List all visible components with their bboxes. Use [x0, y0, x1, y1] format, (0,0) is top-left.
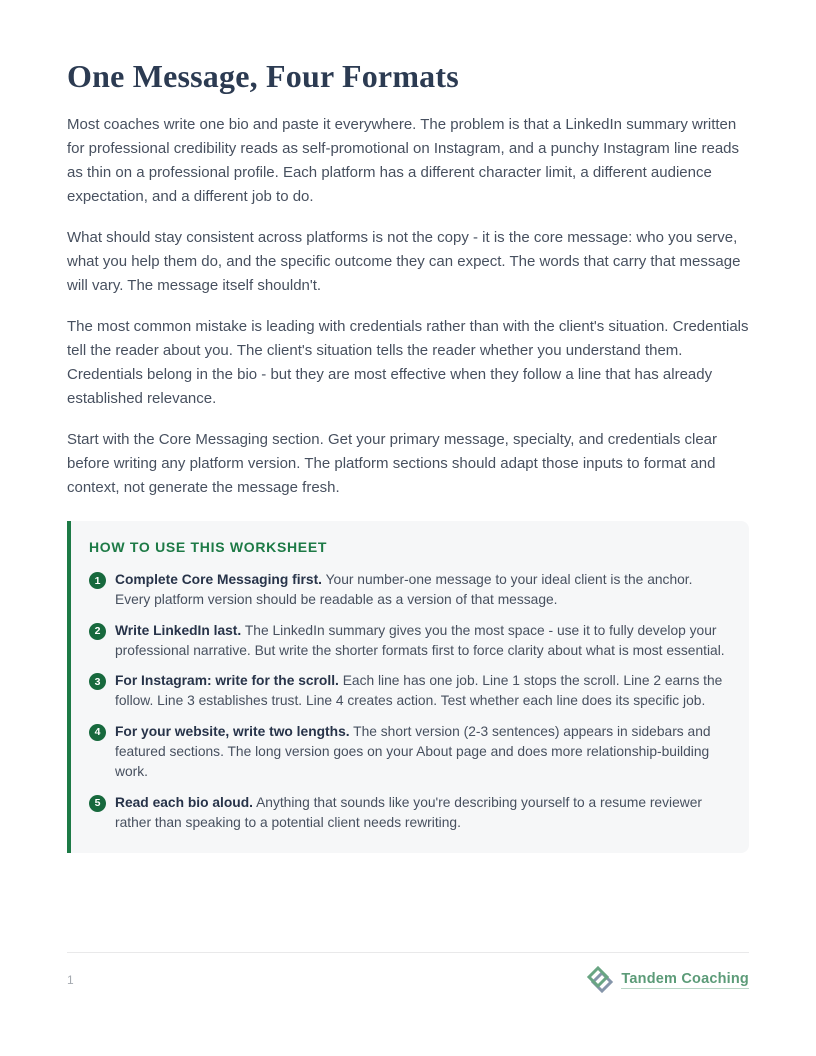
page-number: 1 — [67, 972, 74, 987]
step-lead: Complete Core Messaging first. — [115, 572, 322, 587]
step-number-badge: 4 — [89, 724, 106, 741]
list-item — [89, 793, 725, 834]
brand-name: Tandem Coaching — [621, 970, 749, 987]
page-title: One Message, Four Formats — [67, 58, 459, 94]
list-item — [89, 671, 725, 712]
step-body: Each line has one job. Line 1 stops the scroll. Line 2 earns the follow. Line 3 establishes trust. Line 4 creates action. Test whether each line does its specific job. — [115, 673, 723, 709]
step-lead: For your website, write two lengths. — [115, 723, 350, 739]
tandem-diamonds-icon — [586, 966, 614, 993]
step-body: Anything that sounds like you're describing yourself to a resume reviewer rather than speaking to a potential client needs rewriting. — [115, 794, 702, 830]
step-body: The LinkedIn summary gives you the most space - use it to fully develop your professional narrative. But write the shorter formats first to force clarity about what is most essential. — [115, 622, 725, 658]
callout-heading: HOW TO USE THIS WORKSHEET — [89, 539, 328, 555]
list-item — [89, 570, 725, 611]
intro-paragraph: Most coaches write one bio and paste it everywhere. The problem is that a LinkedIn summary written for professional credibility reads as self-promotional on Instagram, and a punchy Instagram line reads as thin on a professional profile. Each platform has a different character limit, a different audience expectation, and a different job to do. — [67, 116, 740, 205]
step-number-badge: 3 — [89, 673, 106, 690]
mistake-paragraph: The most common mistake is leading with credentials rather than with the client's situation. Credentials tell the reader about you. The client's situation tells the reader whether you understand them. Credentials belong in the bio - but they are most effective when they follow a line that has already established relevance. — [67, 318, 749, 407]
list-item — [89, 621, 725, 662]
step-number-badge: 1 — [89, 572, 106, 589]
page-footer — [67, 952, 749, 993]
step-text — [115, 570, 725, 611]
step-text — [115, 722, 725, 783]
step-body: Your number-one message to your ideal client is the anchor. Every platform version should be readable as a version of that message. — [115, 572, 693, 608]
list-item — [89, 722, 725, 783]
consistency-paragraph: What should stay consistent across platforms is not the copy - it is the core message: who you serve, what you help them do, and the specific outcome they can expect. The words that carry that message will vary. The message itself shouldn't. — [67, 229, 741, 294]
step-body: The short version (2-3 sentences) appears in sidebars and featured sections. The long version goes on your About page and does more relationship-building work. — [115, 723, 711, 780]
step-number-badge: 5 — [89, 795, 106, 812]
start-paragraph: Start with the Core Messaging section. Get your primary message, specialty, and credentials clear before writing any platform version. The platform sections should adapt those inputs to format and context, not generate the message fresh. — [67, 431, 718, 496]
brand-link[interactable] — [586, 966, 749, 993]
step-lead: Write LinkedIn last. — [115, 622, 242, 638]
step-lead: Read each bio aloud. — [115, 794, 253, 810]
how-to-use-callout — [67, 521, 749, 853]
step-text — [115, 621, 725, 662]
step-text — [115, 793, 725, 834]
step-number-badge: 2 — [89, 623, 106, 640]
step-text — [115, 671, 725, 712]
step-lead: For Instagram: write for the scroll. — [115, 673, 339, 689]
